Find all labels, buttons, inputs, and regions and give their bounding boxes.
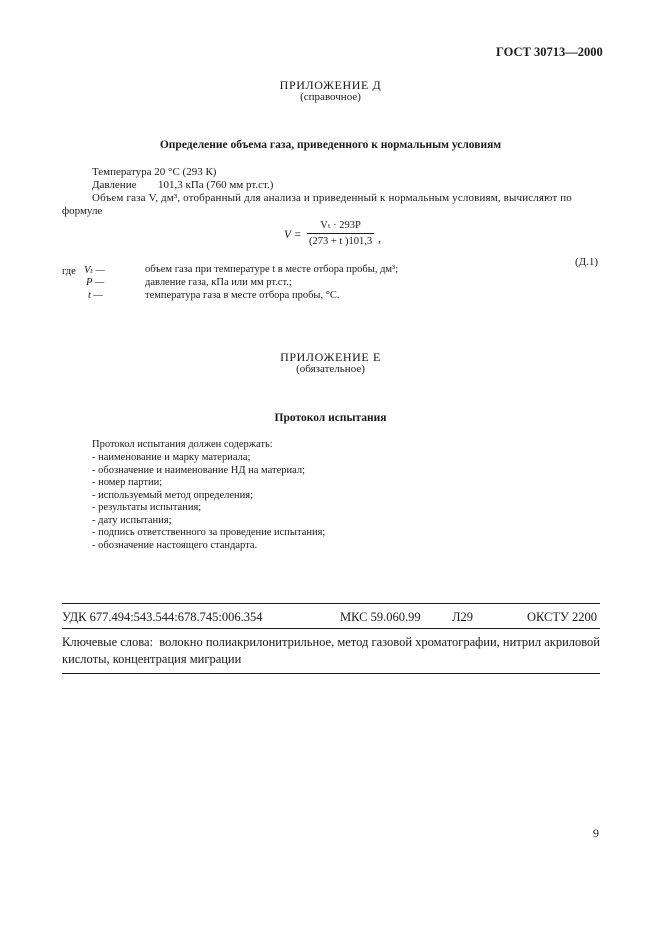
appendix-e-title: ПРИЛОЖЕНИЕ Е <box>280 350 381 364</box>
mks-code: МКС 59.060.99 <box>340 610 421 624</box>
okstu-code: ОКСТУ 2200 <box>527 610 598 624</box>
appendix-e-status: (обязательное) <box>296 363 365 375</box>
list-item: - используемый метод определения; <box>92 490 254 501</box>
formula-fraction <box>307 219 374 247</box>
l-code: Л29 <box>452 610 473 624</box>
formula-number: (Д.1) <box>575 256 599 268</box>
top-rule <box>62 603 600 604</box>
appendix-d-heading: Определение объема газа, приведенного к нормальным условиям <box>159 139 502 151</box>
page-number: 9 <box>593 826 599 840</box>
keywords-label: Ключевые слова: <box>62 635 154 649</box>
udk-code: УДК 677.494:543.544:678.745:006.354 <box>62 610 263 624</box>
appendix-d-status: (справочное) <box>300 91 361 103</box>
standard-number: ГОСТ 30713—2000 <box>496 45 603 59</box>
definition-symbol-1: Vₜ — <box>84 265 105 276</box>
list-item: - обозначение и наименование НД на материал; <box>92 465 306 476</box>
definition-text-1: объем газа при температуре t в месте отбора пробы, дм³; <box>145 264 399 275</box>
protocol-intro: Протокол испытания должен содержать: <box>92 439 273 450</box>
definition-text-2: давление газа, кПа или мм рт.ст.; <box>145 277 292 288</box>
list-item: - обозначение настоящего стандарта. <box>92 540 258 551</box>
keywords-text: волокно полиакрилонитрильное, метод газовой хроматографии, нитрил акриловой кислоты, концентрация миграции <box>62 635 601 666</box>
list-item: - наименование и марку материала; <box>92 452 251 463</box>
formula-trailing: , <box>378 233 381 245</box>
bottom-rule <box>62 673 600 674</box>
list-item: - результаты испытания; <box>92 502 202 513</box>
temperature-line: Температура 20 °С (293 К) <box>92 166 217 178</box>
definition-symbol-2: P — <box>86 277 105 288</box>
list-item: - номер партии; <box>92 477 163 488</box>
formula-denominator: (273 + t )101,3 <box>309 236 373 247</box>
fraction-bar <box>307 233 374 234</box>
list-item: - подпись ответственного за проведение испытания; <box>92 527 326 538</box>
keywords <box>62 634 602 668</box>
pressure-value: 101,3 кПа (760 мм рт.ст.) <box>158 179 274 191</box>
formula-lhs: V = <box>284 229 302 241</box>
list-item: - дату испытания; <box>92 515 172 526</box>
pressure-label: Давление <box>92 179 137 191</box>
volume-line-2: формуле <box>62 205 103 217</box>
formula-numerator: Vₜ · 293P <box>320 220 361 231</box>
appendix-d-title: ПРИЛОЖЕНИЕ Д <box>279 78 382 92</box>
appendix-e-heading: Протокол испытания <box>274 412 387 424</box>
definition-text-3: температура газа в месте отбора пробы, °С. <box>145 290 340 301</box>
middle-rule <box>62 628 600 629</box>
where-label: где <box>62 266 76 277</box>
volume-line-1: Объем газа V, дм³, отобранный для анализа и приведенный к нормальным условиям, вычисляют по <box>92 192 572 204</box>
definition-symbol-3: t — <box>88 290 103 301</box>
